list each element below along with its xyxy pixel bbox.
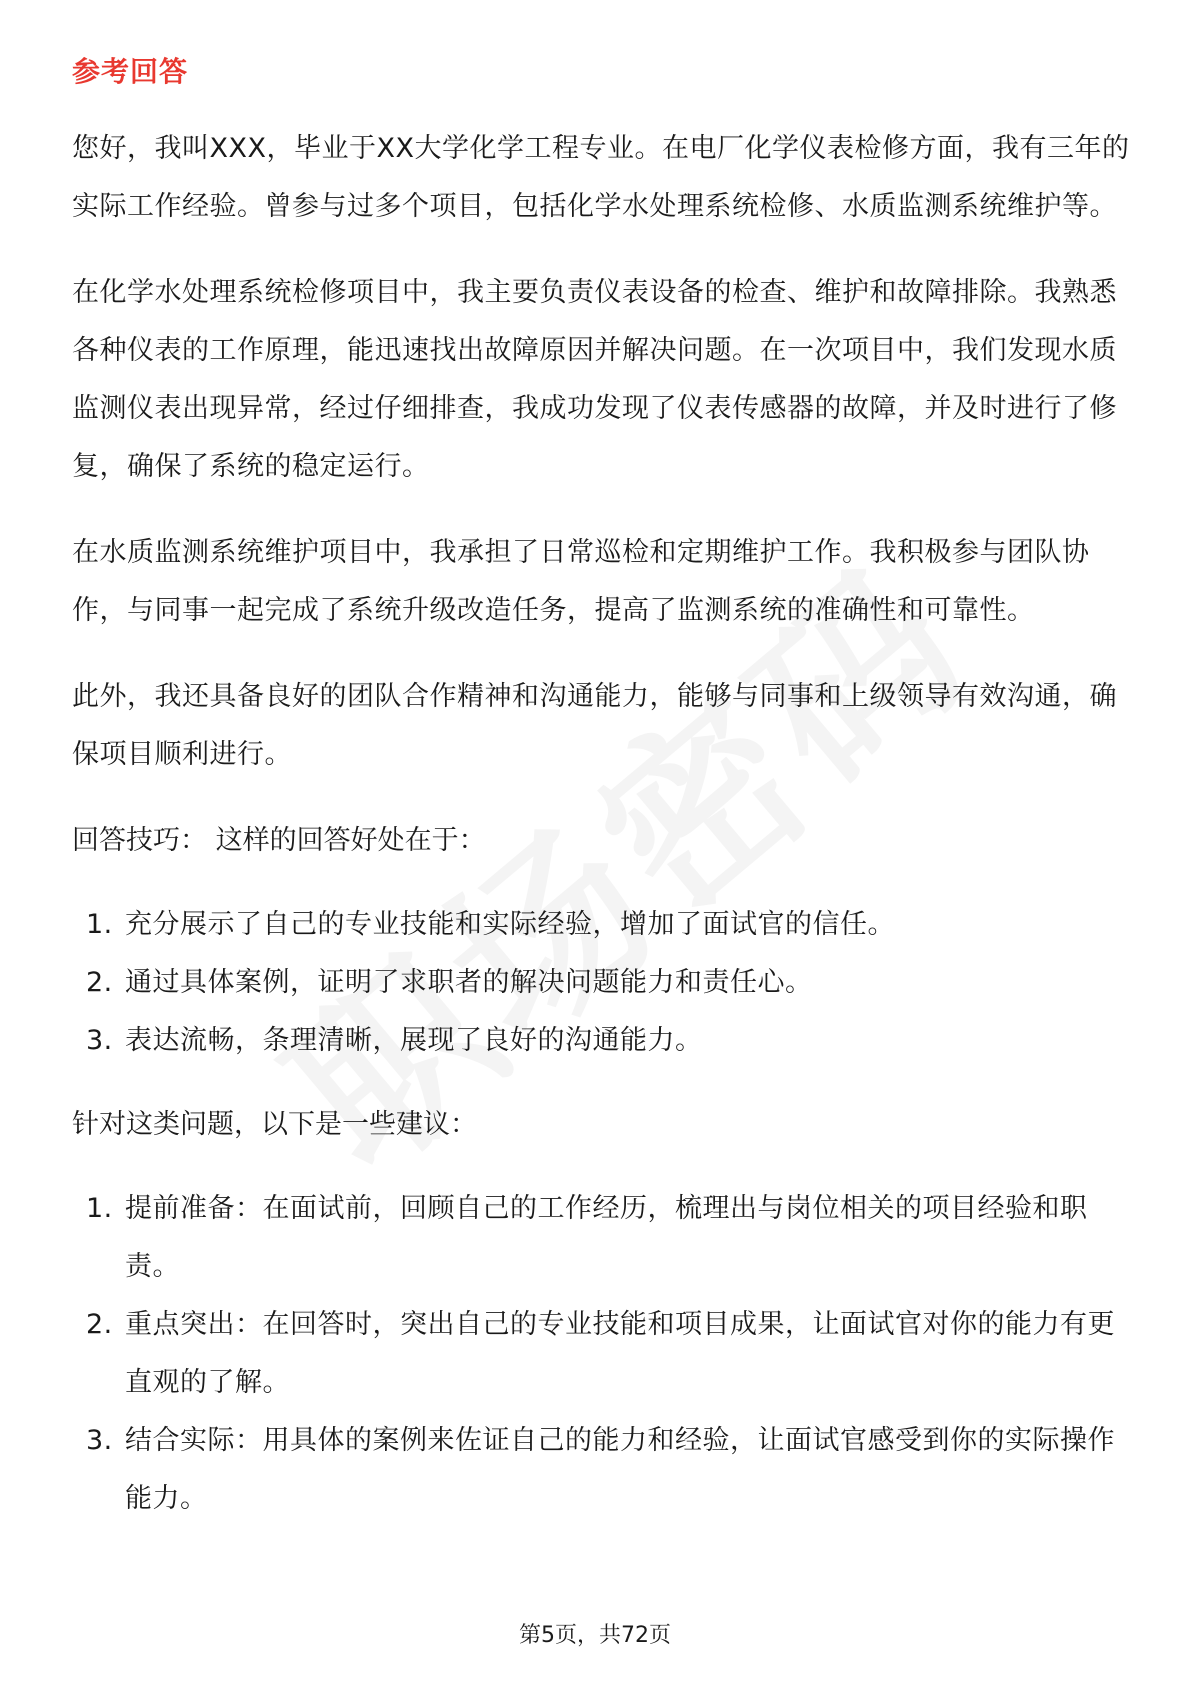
list-item	[72, 954, 1132, 1012]
list-item	[72, 1296, 1132, 1412]
list-text: 提前准备：在面试前，回顾自己的工作经历，梳理出与岗位相关的项目经验和职责。	[125, 1193, 1088, 1282]
list-item	[72, 1012, 1132, 1070]
paragraph-water-treatment: 在化学水处理系统检修项目中，我主要负责仪表设备的检查、维护和故障排除。我熟悉各种仪表的工作原理，能迅速找出故障原因并解决问题。在一次项目中，我们发现水质监测仪表出现异常，经过仔细排查，我成功发现了仪表传感器的故障，并及时进行了修复，确保了系统的稳定运行。	[72, 277, 1117, 482]
paragraph-monitoring: 在水质监测系统维护项目中，我承担了日常巡检和定期维护工作。我积极参与团队协作，与同事一起完成了系统升级改造任务，提高了监测系统的准确性和可靠性。	[72, 537, 1090, 626]
tips-list	[72, 896, 1132, 1070]
list-text: 通过具体案例，证明了求职者的解决问题能力和责任心。	[125, 967, 813, 998]
advice-list	[72, 1180, 1132, 1528]
list-text: 充分展示了自己的专业技能和实际经验，增加了面试官的信任。	[125, 909, 895, 940]
document-page	[72, 48, 1132, 1554]
list-item	[72, 1412, 1132, 1528]
tips-intro: 回答技巧： 这样的回答好处在于：	[72, 825, 486, 856]
list-text: 表达流畅，条理清晰，展现了良好的沟通能力。	[125, 1025, 703, 1056]
paragraph-teamwork: 此外，我还具备良好的团队合作精神和沟通能力，能够与同事和上级领导有效沟通，确保项目顺利进行。	[72, 681, 1117, 770]
section-title: 参考回答	[72, 55, 189, 88]
list-item	[72, 896, 1132, 954]
list-number: 2.	[86, 1309, 113, 1340]
list-number: 3.	[86, 1425, 113, 1456]
paragraph-intro: 您好，我叫XXX，毕业于XX大学化学工程专业。在电厂化学仪表检修方面，我有三年的实际工作经验。曾参与过多个项目，包括化学水处理系统检修、水质监测系统维护等。	[72, 133, 1130, 222]
list-number: 1.	[86, 1193, 113, 1224]
list-item	[72, 1180, 1132, 1296]
list-number: 2.	[86, 967, 113, 998]
page-number-footer: 第5页，共72页	[519, 1623, 671, 1648]
list-number: 1.	[86, 909, 113, 940]
list-number: 3.	[86, 1025, 113, 1056]
advice-intro: 针对这类问题，以下是一些建议：	[72, 1109, 477, 1140]
list-text: 结合实际：用具体的案例来佐证自己的能力和经验，让面试官感受到你的实际操作能力。	[125, 1425, 1115, 1514]
list-text: 重点突出：在回答时，突出自己的专业技能和项目成果，让面试官对你的能力有更直观的了解。	[125, 1309, 1115, 1398]
